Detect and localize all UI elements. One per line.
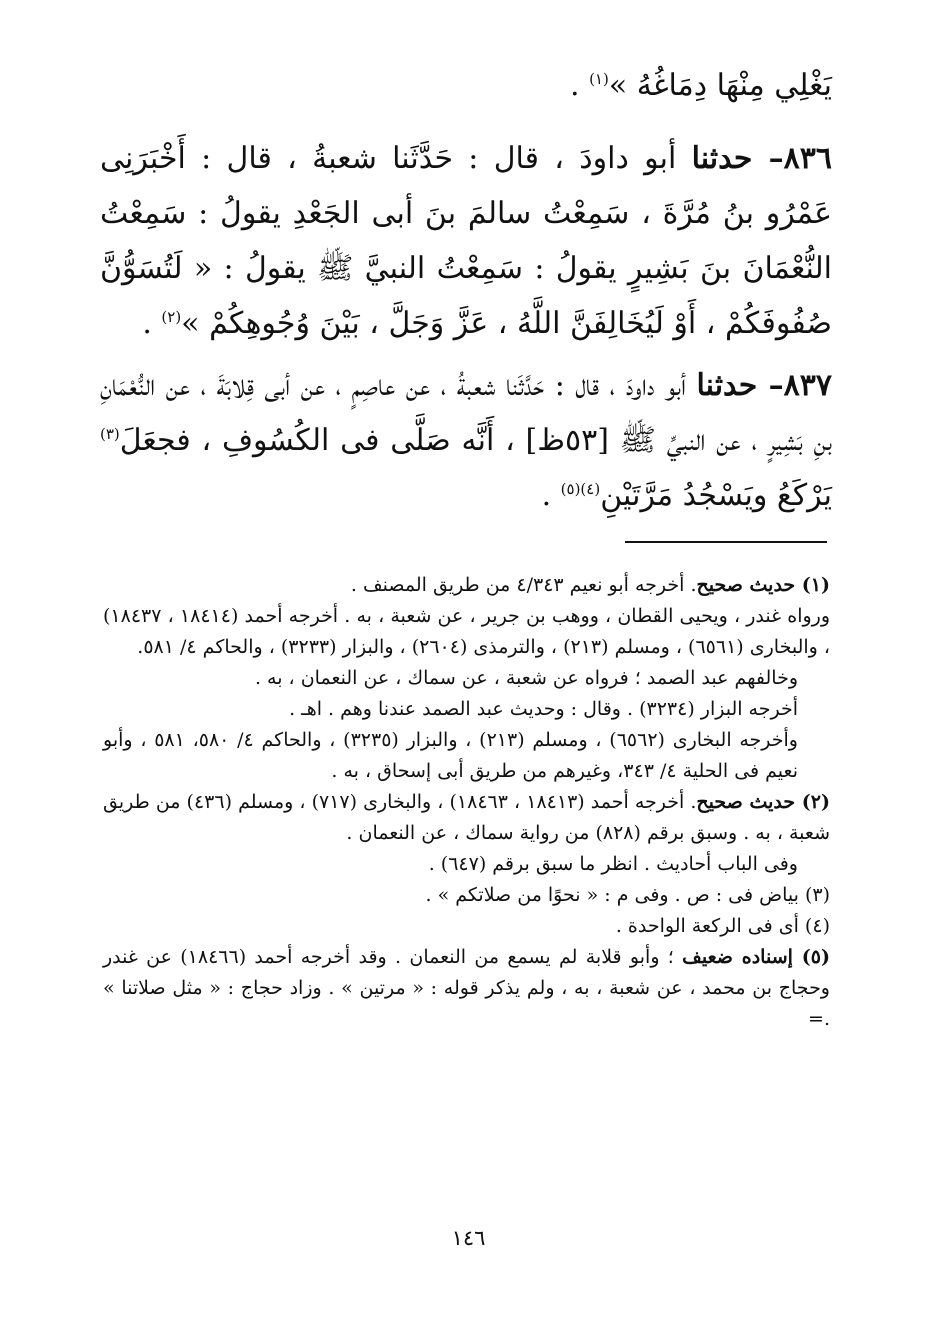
hadith-836-block [100,131,832,351]
footnote-divider [625,541,827,543]
hadith-continuation [100,58,832,113]
footnote-2-para-2: وفى الباب أحاديث . انظر ما سبق برقم (٦٤٧) . [428,853,798,875]
footnote-1-label: (١) حديث صحيح [696,574,830,596]
footnote-4: (٤) أى فى الركعة الواحدة . [615,915,830,937]
hadith-837-text: أبو داودَ ، قال : حَدَّثَنا شعبةُ ، عن عاصِمٍ ، عن أبى قِلابَةَ ، عن النُّعْمَانِ بنِ بَشِيرٍ ، عن النبيِّ ﷺ [٥٣ظ] ، أَنَّه صَلَّى فى الكُسُوفِ ، فجعَلَ [100,368,832,458]
footnote-5-text: ؛ وأبو قلابة لم يسمع من النعمان . وقد أخرجه أحمد (١٨٤٦٦) عن غندر وحجاج بن محمد ، عن شعبة ، به ، ولم يذكر قوله : « مرتين » . وزاد حجاج : « مثل صلاتنا » .= [103,946,830,1030]
footnote-1-para-4: أخرجه البزار (٣٢٣٤) . وقال : وحديث عبد الصمد عندنا وهم . اهـ . [289,698,798,720]
cont-end: . [569,68,590,103]
hadith-836-end: . [142,306,162,341]
hadith-cont-block [100,58,832,113]
footnote-5 [103,942,830,1035]
footnote-1-para-5: وأخرجه البخارى (٦٥٦٢) ، ومسلم (٢١٣) ، والبزار (٣٢٣٥) ، والحاكم ٤/ ٥٨٠، ٥٨١ ، وأبو نعيم فى الحلية ٤/ ٣٤٣، وغيرهم من طريق أبى إسحاق ، به . [103,729,798,782]
footnote-ref-4-5: (٤)(٥) [560,480,601,498]
hadith-836 [100,131,832,351]
footnote-2-label: (٢) حديث صحيح [696,791,830,813]
footnote-1-para-3: وخالفهم عبد الصمد ؛ فرواه عن شعبة ، عن سماك ، عن النعمان ، به . [254,667,798,689]
cont-text: يَغْلِي مِنْهَا دِمَاغُهُ » [608,68,832,103]
hadith-837 [100,358,832,523]
footnote-3: (٣) بياض فى : ص . وفى م : « نحوًا من صلاتكم » . [425,884,830,906]
hadith-837-end: . [541,478,561,513]
footnote-ref-3: (٣) [100,425,120,443]
hadith-836-number: ٨٣٦– حدثنا [691,141,832,176]
footnote-ref-2: (٢) [161,308,182,326]
hadith-837-text-2: يَرْكَعُ ويَسْجُدُ مَرَّتَيْنِ [600,478,832,513]
page-number: ١٤٦ [451,1226,486,1250]
footnote-1-text: . أخرجه أبو نعيم ٤/٣٤٣ من طريق المصنف . [350,574,697,596]
hadith-837-number: ٨٣٧– حدثنا [696,368,832,403]
footnote-5-label: (٥) إسناده ضعيف [682,946,830,968]
footnotes [103,570,830,1035]
footnote-ref-1: (١) [589,70,609,88]
hadith-837-block [100,358,832,523]
footnote-2 [103,787,830,849]
footnote-1-para-2: ورواه غندر ، ويحيى القطان ، ووهب بن جرير ، عن شعبة ، به . أخرجه أحمد (١٨٤١٤ ، ١٨٤٣٧) ، والبخارى (٦٥٦١) ، ومسلم (٢١٣) ، والترمذى (٢٦٠٤) ، والبزار (٣٢٣٣) ، والحاكم ٤/ ٥٨١. [103,605,830,658]
hadith-836-text: أبو داودَ ، قال : حَدَّثَنا شعبةُ ، قال : أَخْبَرَنِى عَمْرُو بنُ مُرَّةَ ، سَمِعْتُ سالمَ بنَ أبى الجَعْدِ يقولُ : سَمِعْتُ النُّعْمَانَ بنَ بَشِيرٍ يقولُ : سَمِعْتُ النبيَّ ﷺ يقولُ : « لَتُسَوُّنَّ صُفُوفَكُمْ ، أَوْ لَيُخَالِفَنَّ اللَّهُ ، عَزَّ وَجَلَّ ، بَيْنَ وُجُوهِكُمْ » [100,141,832,341]
footnote-2-text: . أخرجه أحمد (١٨٤١٣ ، ١٨٤٦٣) ، والبخارى (٧١٧) ، ومسلم (٤٣٦) من طريق شعبة ، به . وسبق برقم (٨٢٨) من رواية سماك ، عن النعمان . [103,791,830,844]
footnote-1 [103,570,830,601]
